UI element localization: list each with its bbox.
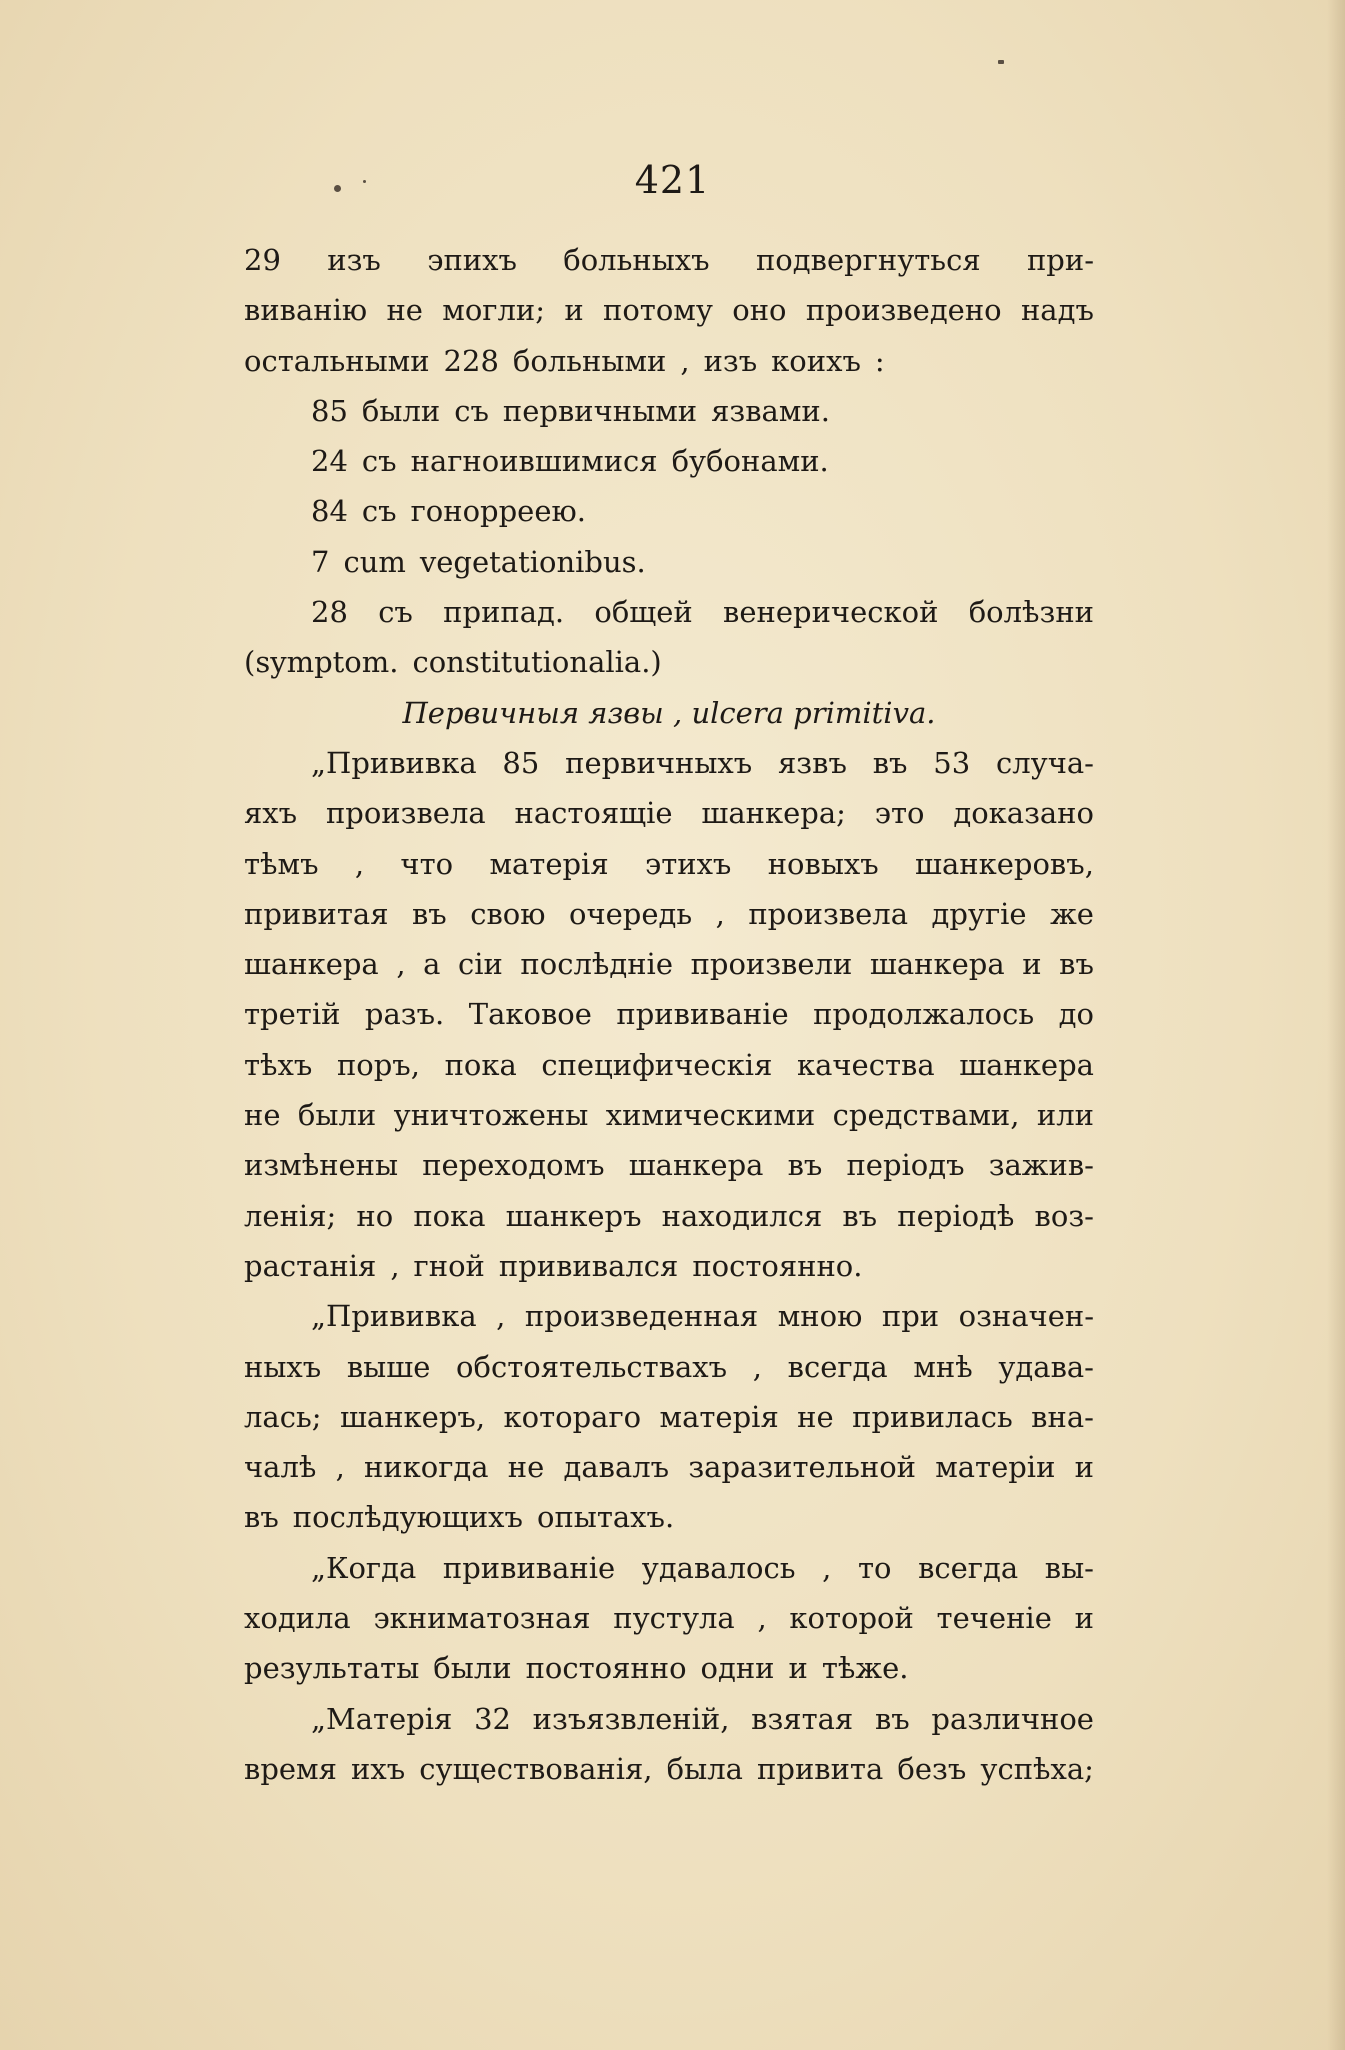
- word: при-: [1026, 243, 1094, 277]
- word: ихъ: [351, 1751, 406, 1786]
- word: воз-: [1034, 1198, 1094, 1233]
- text-line: [244, 1543, 1094, 1593]
- text-line: [244, 537, 1094, 587]
- word: привилась: [852, 1399, 1013, 1434]
- word: ныхъ: [244, 1349, 322, 1384]
- word: опытахъ.: [536, 1500, 675, 1535]
- word: періодѣ: [897, 1198, 1015, 1233]
- word: произведенная: [524, 1299, 759, 1334]
- word: не: [386, 293, 423, 328]
- text-line: [244, 1442, 1094, 1492]
- word: произвели: [690, 947, 853, 982]
- word: 28: [311, 595, 348, 630]
- word: а: [423, 947, 441, 982]
- text-line: [244, 839, 1094, 889]
- word: 85: [502, 745, 540, 780]
- text-line: [244, 1291, 1094, 1341]
- word: измѣнены: [244, 1148, 399, 1183]
- word: первичныхъ: [565, 745, 753, 780]
- text-line: [244, 1643, 1094, 1693]
- word: коихъ: [771, 343, 861, 378]
- word: ,: [390, 1248, 400, 1283]
- word: больныхъ: [563, 243, 710, 277]
- text-line: [244, 939, 1094, 989]
- word: въ: [842, 1198, 878, 1233]
- word: шанкера: [959, 1047, 1094, 1082]
- word: въ: [244, 1500, 279, 1535]
- word: новыхъ: [767, 846, 879, 881]
- ink-speck: [998, 60, 1004, 64]
- word: тѣже.: [821, 1651, 909, 1686]
- word: 84: [311, 494, 348, 529]
- text-line: [244, 1694, 1094, 1744]
- word: постоянно.: [692, 1248, 863, 1283]
- word: съ: [361, 444, 397, 479]
- word: шанкеръ,: [339, 1399, 486, 1434]
- text-line: [244, 386, 1094, 436]
- word: существованія,: [419, 1751, 653, 1786]
- word: привитая: [244, 896, 389, 931]
- text-line: [244, 1492, 1094, 1542]
- word: при: [881, 1299, 940, 1334]
- word: шанкера;: [701, 796, 846, 831]
- word: или: [1036, 1098, 1094, 1133]
- word: шанкеровъ,: [915, 846, 1094, 881]
- word: экниматозная: [373, 1601, 591, 1636]
- word: ,: [822, 1550, 832, 1585]
- word: химическими: [605, 1098, 816, 1133]
- word: третій: [244, 997, 341, 1032]
- text-line: [244, 1191, 1094, 1241]
- word: время: [244, 1751, 337, 1786]
- word: :: [874, 343, 885, 378]
- word: и: [1074, 1450, 1094, 1485]
- word: изъязвленій,: [532, 1701, 730, 1736]
- word: сіи: [457, 947, 503, 982]
- word: подвергнуться: [755, 243, 981, 277]
- word: въ: [872, 745, 908, 780]
- text-line: [244, 1241, 1094, 1291]
- text-line: [244, 235, 1094, 285]
- word: 85: [311, 393, 348, 428]
- word: vegetationibus.: [419, 544, 646, 579]
- text-line: [244, 336, 1094, 386]
- word: 29: [244, 243, 281, 277]
- word: теченіе: [936, 1601, 1052, 1636]
- word: тѣхъ: [244, 1047, 313, 1082]
- word: язвъ: [778, 745, 847, 780]
- word: бубонами.: [671, 444, 829, 479]
- text-line: [244, 486, 1094, 536]
- word: съ: [378, 595, 413, 630]
- text-line: [244, 788, 1094, 838]
- word: Таковое: [468, 997, 592, 1032]
- word: прививаніе: [616, 997, 789, 1032]
- word: періодъ: [846, 1148, 965, 1183]
- word: находился: [661, 1198, 823, 1233]
- word: произвела: [325, 796, 486, 831]
- word: съ: [454, 393, 489, 428]
- text-line: [244, 1392, 1094, 1442]
- word: ,: [496, 1299, 506, 1334]
- word: настоящіе: [514, 796, 673, 831]
- word: ,: [396, 947, 406, 982]
- word: до: [1058, 997, 1094, 1032]
- word: 7: [311, 544, 330, 579]
- word: прививался: [498, 1248, 679, 1283]
- text-line: [244, 1090, 1094, 1140]
- word: другіе: [931, 896, 1027, 931]
- word: всегда: [918, 1550, 1019, 1585]
- section-heading: [244, 688, 1094, 738]
- word: первичными: [502, 393, 698, 428]
- body-text: [244, 235, 1094, 1794]
- word: привита: [757, 1751, 884, 1786]
- word: изъ: [703, 343, 758, 378]
- word: язвами.: [711, 393, 830, 428]
- word: чалѣ: [244, 1450, 317, 1485]
- word: качества: [796, 1047, 935, 1082]
- word: и: [788, 1651, 808, 1686]
- word: прививаніе: [442, 1550, 616, 1585]
- word: удава-: [998, 1349, 1094, 1384]
- text-line: [244, 1140, 1094, 1190]
- text-line: [244, 637, 1094, 687]
- word: Первичныя язвы , ulcera primitiva.: [402, 695, 936, 730]
- word: лась;: [244, 1399, 322, 1434]
- word: шанкера: [869, 947, 1005, 982]
- word: ленія;: [244, 1198, 337, 1233]
- word: мнѣ: [913, 1349, 973, 1384]
- word: тѣмъ: [244, 846, 319, 881]
- word: выше: [346, 1349, 431, 1384]
- word: постоянно: [525, 1651, 687, 1686]
- word: одни: [700, 1651, 775, 1686]
- word: и: [564, 293, 584, 328]
- word: матерія: [659, 1399, 779, 1434]
- word: давалъ: [563, 1450, 670, 1485]
- word: „Когда: [311, 1550, 417, 1585]
- word: (symptom.: [244, 645, 399, 680]
- word: венерической: [723, 595, 939, 630]
- word: ходила: [244, 1601, 351, 1636]
- word: всегда: [787, 1349, 888, 1384]
- word: „Прививка: [311, 1299, 477, 1334]
- word: виванію: [244, 293, 368, 328]
- text-line: [244, 889, 1094, 939]
- word: cum: [343, 544, 406, 579]
- word: же: [1050, 896, 1094, 931]
- word: безъ: [897, 1751, 967, 1786]
- word: ,: [354, 846, 365, 881]
- word: пустула: [613, 1601, 735, 1636]
- word: послѣдующихъ: [292, 1500, 523, 1535]
- word: 32: [474, 1701, 511, 1736]
- word: въ: [1059, 947, 1094, 982]
- word: constitutionalia.): [412, 645, 662, 680]
- text-line: [244, 436, 1094, 486]
- word: это: [874, 796, 925, 831]
- word: ,: [335, 1450, 345, 1485]
- word: въ: [874, 1701, 910, 1736]
- word: ,: [680, 343, 690, 378]
- word: специфическія: [541, 1047, 773, 1082]
- word: вы-: [1044, 1550, 1094, 1585]
- word: этихъ: [644, 846, 732, 881]
- word: были: [361, 393, 441, 428]
- word: растанія: [244, 1248, 377, 1283]
- word: ,: [715, 896, 725, 931]
- scan-edge-shadow: [1327, 0, 1345, 2050]
- word: изъ: [327, 243, 381, 277]
- word: нагноившимися: [410, 444, 658, 479]
- text-line: [244, 1040, 1094, 1090]
- word: болѣзни: [968, 595, 1094, 630]
- word: средствами,: [832, 1098, 1020, 1133]
- word: больными: [512, 343, 667, 378]
- word: не: [507, 1450, 545, 1485]
- word: надъ: [1020, 293, 1094, 328]
- word: результаты: [244, 1651, 420, 1686]
- word: не: [244, 1098, 281, 1133]
- word: была: [666, 1751, 743, 1786]
- word: 24: [311, 444, 348, 479]
- word: шанкеръ: [505, 1198, 642, 1233]
- word: „Матерія: [311, 1701, 453, 1736]
- word: произведено: [805, 293, 1002, 328]
- word: заразительной: [688, 1450, 916, 1485]
- word: общей: [594, 595, 693, 630]
- word: и: [1022, 947, 1042, 982]
- word: „Прививка: [311, 745, 477, 780]
- word: потому: [603, 293, 713, 328]
- text-line: [244, 285, 1094, 335]
- word: не: [797, 1399, 834, 1434]
- text-line: [244, 1342, 1094, 1392]
- word: что: [400, 846, 454, 881]
- word: переходомъ: [422, 1148, 605, 1183]
- word: пока: [444, 1047, 517, 1082]
- word: въ: [411, 896, 447, 931]
- word: были: [433, 1651, 512, 1686]
- word: 228: [443, 343, 499, 378]
- word: различное: [931, 1701, 1094, 1736]
- word: ,: [752, 1349, 762, 1384]
- text-line: [244, 989, 1094, 1039]
- word: взятая: [751, 1701, 854, 1736]
- word: ,: [757, 1601, 767, 1636]
- word: и: [1074, 1601, 1094, 1636]
- word: шанкера: [628, 1148, 764, 1183]
- word: гной: [413, 1248, 485, 1283]
- word: пока: [413, 1198, 486, 1233]
- text-line: [244, 1593, 1094, 1643]
- word: обстоятельствахъ: [456, 1349, 728, 1384]
- word: то: [857, 1550, 892, 1585]
- text-line: [244, 587, 1094, 637]
- word: успѣха;: [980, 1751, 1094, 1786]
- word: но: [356, 1198, 394, 1233]
- word: остальными: [244, 343, 430, 378]
- word: удавалось: [641, 1550, 796, 1585]
- word: шанкера: [244, 947, 379, 982]
- word: означен-: [958, 1299, 1094, 1334]
- word: зажив-: [988, 1148, 1094, 1183]
- word: которой: [789, 1601, 914, 1636]
- word: произвела: [748, 896, 909, 931]
- word: въ: [787, 1148, 823, 1183]
- word: гонорреею.: [410, 494, 586, 529]
- text-line: [244, 738, 1094, 788]
- word: уничтожены: [393, 1098, 589, 1133]
- word: яхъ: [244, 796, 298, 831]
- word: матеріи: [935, 1450, 1056, 1485]
- word: съ: [361, 494, 397, 529]
- word: продолжалось: [813, 997, 1035, 1032]
- word: припад.: [443, 595, 565, 630]
- word: мною: [777, 1299, 863, 1334]
- word: очередь: [568, 896, 693, 931]
- word: случа-: [995, 745, 1094, 780]
- text-line: [244, 1744, 1094, 1794]
- word: разъ.: [364, 997, 445, 1032]
- word: доказано: [953, 796, 1094, 831]
- word: были: [297, 1098, 377, 1133]
- word: 53: [933, 745, 971, 780]
- word: эпихъ: [427, 243, 517, 277]
- word: котораго: [503, 1399, 642, 1434]
- word: свою: [470, 896, 546, 931]
- word: послѣдніе: [520, 947, 673, 982]
- word: вна-: [1031, 1399, 1094, 1434]
- word: поръ,: [336, 1047, 420, 1082]
- word: могли;: [442, 293, 546, 328]
- page-number: 421: [634, 158, 711, 202]
- word: оно: [732, 293, 787, 328]
- word: матерія: [489, 846, 609, 881]
- word: никогда: [364, 1450, 489, 1485]
